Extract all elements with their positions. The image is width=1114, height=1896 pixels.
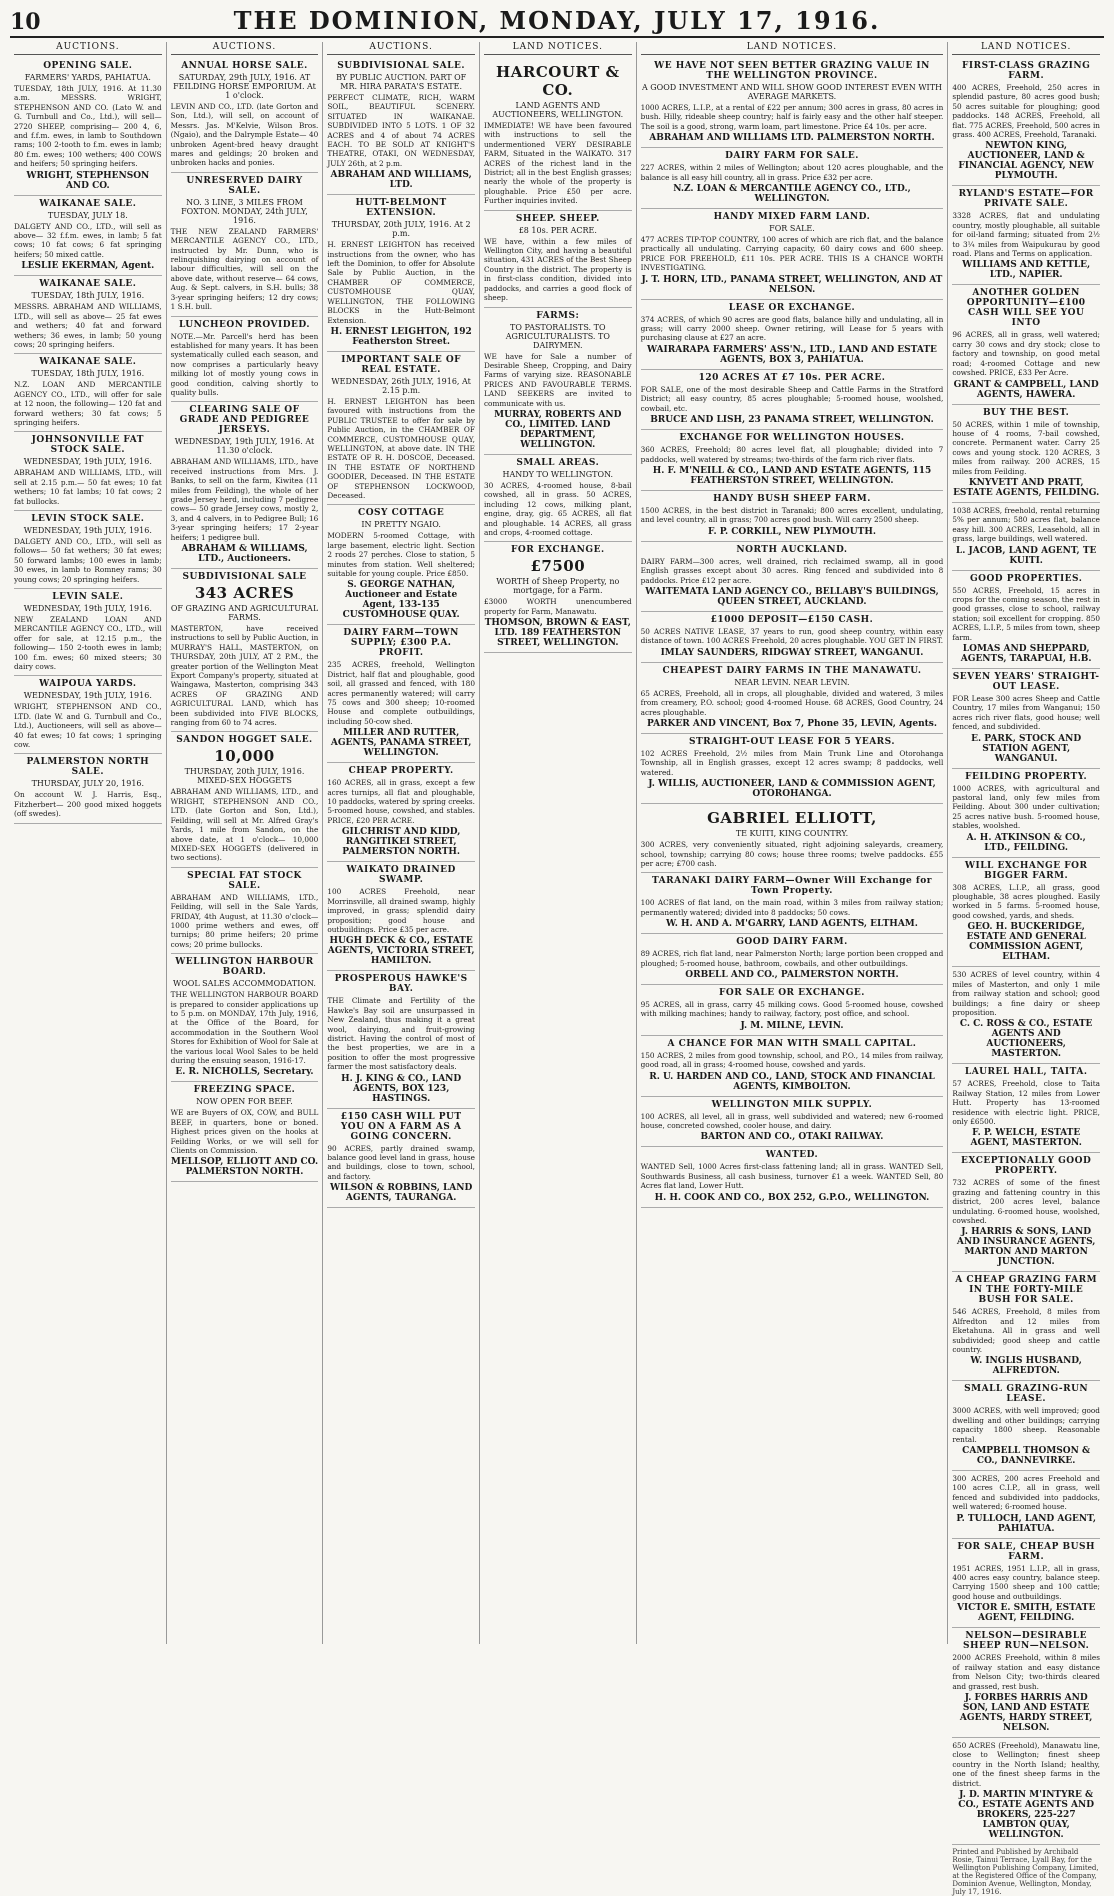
ad-subtitle: NO. 3 LINE, 3 MILES FROM FOXTON. MONDAY, 24th JULY, 1916.: [181, 197, 308, 225]
ad-headline: 10,000: [214, 747, 275, 766]
ad-subtitle: LAND AGENTS AND AUCTIONEERS, WELLINGTON.: [492, 101, 624, 119]
ad-title: GOOD PROPERTIES.: [969, 573, 1083, 584]
column-1: [10, 42, 166, 1644]
ad-body: 95 ACRES, all in grass, carry 45 milking cows. Good 5-roomed house, cowshed with milking machines; handy to railway, factory, post office, and school.: [640, 1000, 944, 1019]
ad-title: SANDON HOGGET SALE.: [176, 735, 313, 746]
advertisement: [952, 1738, 1100, 1845]
ad-title: CHEAPEST DAIRY FARMS IN THE MANAWATU.: [662, 665, 922, 676]
ad-body: 30 ACRES, 4-roomed house, 8-bail cowshed, all in grass. 50 ACRES, including 12 cows, milking plant, engine, dray, gig. 65 ACRES, all flat and ploughable. 14 ACRES, all grass and crops, 4-roomed cottage.: [483, 480, 632, 537]
ad-body: 3000 ACRES, with well improved; good dwelling and other buildings; carrying capacity 1800 sheep. Reasonable rental.: [952, 1406, 1100, 1444]
ad-title: WAIKANAE SALE.: [39, 198, 137, 209]
column-heading: AUCTIONS.: [327, 42, 475, 55]
ad-signature: CAMPBELL THOMSON & CO., DANNEVIRKE.: [962, 1446, 1091, 1467]
ad-title: FOR EXCHANGE.: [511, 545, 605, 556]
ad-title: SUBDIVISIONAL SALE.: [337, 61, 465, 71]
advertisement: [641, 934, 944, 985]
ad-body: 1000 ACRES, L.I.P., at a rental of £22 per annum; 300 acres in grass, 80 acres in bush. Hilly, rideable sheep country; half is fairly easy and the other half steeper. The soil is a good, strong, warm loam, part limestone. Price £4 10s. per acre.: [640, 103, 944, 131]
ad-signature: WILSON & ROBBINS, LAND AGENTS, TAURANGA.: [329, 1183, 473, 1204]
ad-title: LEVIN SALE.: [52, 592, 124, 602]
ad-signature: MILLER AND RUTTER, AGENTS, PANAMA STREET, WELLINGTON.: [330, 728, 472, 759]
advertisement: [171, 732, 319, 867]
ad-subtitle: NEAR LEVIN. NEAR LEVIN.: [734, 677, 850, 687]
ad-signature: F. P. WELCH, ESTATE AGENT, MASTERTON.: [970, 1128, 1082, 1149]
ad-title: LEASE OR EXCHANGE.: [728, 302, 856, 313]
ad-subtitle: £8 10s. PER ACRE.: [518, 225, 597, 235]
ad-title: CHEAP PROPERTY.: [348, 766, 454, 777]
ad-title: SPECIAL FAT STOCK SALE.: [187, 870, 302, 891]
ad-signature: R. U. HARDEN AND CO., LAND, STOCK AND FINANCIAL AGENTS, KIMBOLTON.: [649, 1071, 935, 1092]
ad-body: 1038 ACRES, freehold, rental returning 5% per annum; 580 acres flat, balance easy hill. 300 ACRES, Leasehold, all in grass, large buildings, well watered.: [952, 505, 1100, 544]
column-heading: AUCTIONS.: [14, 42, 162, 55]
ad-signature: WILLIAMS AND KETTLE, LTD., NAPIER.: [962, 260, 1091, 281]
ad-signature: KNYVETT AND PRATT, ESTATE AGENTS, FEILDING.: [953, 477, 1100, 498]
ad-signature: S. GEORGE NATHAN, Auctioneer and Estate Agent, 133-135 CUSTOMHOUSE QUAY.: [342, 580, 460, 621]
ad-body: 102 ACRES Freehold, 2½ miles from Main Trunk Line and Otorohanga Township, all in English grasses, except 12 acres swamp; 8 paddocks, well watered.: [640, 748, 944, 777]
advertisement: [952, 405, 1100, 503]
ad-title: LUNCHEON PROVIDED.: [178, 319, 310, 330]
ad-body: 65 ACRES, Freehold, all in crops, all ploughable, divided and watered, 3 miles from creamery, P.O. school; good 4-roomed House. 68 ACRES, Good Country, 24 acres ploughable.: [640, 688, 944, 717]
ad-body: 374 ACRES, of which 90 acres are good flats, balance hilly and undulating, all in grass; will carry 2000 sheep. Owner retiring, will Lease for 5 years with purchasing clause at £27 an acre.: [640, 314, 944, 343]
ad-title: FOR SALE, CHEAP BUSH FARM.: [957, 1541, 1095, 1562]
ad-body: IMMEDIATE! WE have been favoured with instructions to sell the undermentioned VERY DESIRABLE FARM, Situated in the WAIKATO. 317 ACRES of the richest land in the District; all in the best English grasses; nearly the whole of the property is ploughable. Price £50 per acre. Further inquiries invited.: [483, 121, 632, 206]
ad-body: 300 ACRES, very conveniently situated, right adjoining saleyards, creamery, school, township; carrying 80 cows; house three rooms; twelve paddocks. £55 per acre; £700 cash.: [640, 840, 944, 868]
ad-body: DAIRY FARM—300 acres, well drained, rich reclaimed swamp, all in good English grasses except about 30 acres. Ring fenced and subdivided into 8 paddocks. Price £12 per acre.: [640, 556, 944, 585]
ad-subtitle: TUESDAY, JULY 18.: [47, 210, 128, 220]
ad-title: GOOD DAIRY FARM.: [736, 937, 848, 948]
advertisement: [952, 1539, 1100, 1629]
ad-headline: GABRIEL ELLIOTT,: [707, 809, 877, 828]
ad-body: 50 ACRES NATIVE LEASE, 37 years to run, good sheep country, within easy distance of town. 100 ACRES Freehold, 20 acres ploughable. YOU GET IN FIRST.: [640, 626, 944, 646]
ad-signature: NEWTON KING, AUCTIONEER, LAND & FINANCIAL AGENCY, NEW PLYMOUTH.: [958, 141, 1094, 182]
ad-title: PALMERSTON NORTH SALE.: [26, 757, 150, 778]
ad-signature: F. P. CORKILL, NEW PLYMOUTH.: [707, 526, 876, 537]
ad-body: 308 ACRES, L.I.P., all grass, good ploughable, 38 acres ploughed. Easily worked in 5 farms. 5-roomed house, good cowshed, yards, and sheds.: [952, 882, 1100, 920]
advertisement: [171, 868, 319, 954]
ad-body: 300 ACRES, 200 acres Freehold and 100 acres C.I.P., all in grass, well fenced and subdivided into paddocks, well watered; 6-roomed house.: [952, 1474, 1100, 1512]
ad-body: 227 ACRES, within 2 miles of Wellington; about 120 acres ploughable, and the balance is all easy hill country, all in grass. Price £32 per acre.: [640, 163, 944, 182]
ad-body: WE have for Sale a number of Desirable Sheep, Cropping, and Dairy Farms of varying size. REASONABLE PRICES AND FAVOURABLE TERMS. LAND SEEKERS are invited to communicate with us.: [483, 351, 632, 408]
ad-subtitle: BY PUBLIC AUCTION. PART OF MR. HIRA PARATA'S ESTATE.: [336, 73, 467, 91]
ad-title: UNRESERVED DAIRY SALE.: [186, 175, 303, 196]
newspaper-title: THE DOMINION, MONDAY, JULY 17, 1916.: [233, 6, 881, 35]
column-heading: AUCTIONS.: [171, 42, 319, 55]
masthead: [10, 6, 1104, 38]
ad-signature: ABRAHAM & WILLIAMS, LTD., Auctioneers.: [181, 544, 308, 564]
ad-signature: H. J. KING & CO., LAND AGENTS, BOX 123, HASTINGS.: [341, 1073, 462, 1104]
columns-container: [10, 42, 1104, 1896]
advertisement: [641, 58, 944, 148]
ad-title: EXCEPTIONALLY GOOD PROPERTY.: [961, 1156, 1092, 1177]
ad-signature: E. PARK, STOCK AND STATION AGENT, WANGANUI.: [971, 733, 1082, 764]
ad-subtitle: WEDNESDAY, 19th JULY, 1916.: [23, 457, 152, 467]
ad-signature: VICTOR E. SMITH, ESTATE AGENT, FEILDING.: [956, 1603, 1096, 1624]
ad-title: FREEZING SPACE.: [193, 1085, 296, 1096]
ad-body: THE Climate and Fertility of the Hawke's Bay soil are unsurpassed in New Zealand, thus making it a great wool, dairying, and fruit-growing district. Having the control of most of the best properties, we are in a position to offer the most progressive farmer the most satisfactory deals.: [327, 996, 475, 1072]
advertisement: [641, 873, 944, 934]
ad-body: 1000 ACRES, with agricultural and pastoral land, only few miles from Feilding. About 300 under cultivation; 25 acres native bush. 5-roomed house, stables, woolshed.: [952, 783, 1100, 831]
ad-subtitle: WEDNESDAY, 26th JULY, 1916, At 2.15 p.m.: [331, 376, 471, 395]
ad-subtitle: THURSDAY, 20th JULY, 1916. At 2 p.m.: [331, 220, 471, 239]
ad-title: ANNUAL HORSE SALE.: [181, 61, 308, 71]
advertisement: [327, 505, 475, 625]
ad-signature: THOMSON, BROWN & EAST, LTD. 189 FEATHERSTON STREET, WELLINGTON.: [484, 618, 631, 649]
advertisement: [952, 1272, 1100, 1381]
ad-title: FARMS:: [536, 310, 580, 321]
advertisement: [641, 804, 944, 873]
ad-title: FEILDING PROPERTY.: [965, 771, 1088, 782]
advertisement: [952, 1628, 1100, 1738]
ad-title: ANOTHER GOLDEN OPPORTUNITY—£100 CASH WILL SEE YOU INTO: [966, 288, 1086, 329]
advertisement: [171, 173, 319, 317]
advertisement: [952, 285, 1100, 404]
ad-title: WILL EXCHANGE FOR BIGGER FARM.: [964, 860, 1088, 881]
advertisement: [327, 971, 475, 1108]
ad-body: WRIGHT, STEPHENSON AND CO., LTD. (late W. and G. Turnbull and Co., Ltd.), Auctioneers, will sell as above— 40 fat ewes; 10 fat cows; 1 springing cow.: [14, 702, 162, 750]
ad-body: WE are Buyers of OX, COW, and BULL BEEF, in quarters, bone or boned. Highest prices given on the hooks at Feilding Works, or we will sell for Clients on Commission.: [170, 1108, 319, 1156]
ad-subtitle: SATURDAY, 29th JULY, 1916. AT FEILDING HORSE EMPORIUM. At 1 o'clock.: [173, 73, 316, 100]
ad-body: N.Z. LOAN AND MERCANTILE AGENCY CO., LTD., will offer for sale at 12 noon, the following— 120 fat and forward wethers; 30 fat cows; 5 springing heifers.: [14, 380, 162, 427]
advertisement: [14, 754, 162, 823]
ad-title: £1000 DEPOSIT—£150 CASH.: [710, 614, 874, 625]
ad-title: WAIKANAE SALE.: [39, 279, 137, 290]
ad-signature: H. F. M'NEILL & CO., LAND AND ESTATE AGENTS, 115 FEATHERSTON STREET, WELLINGTON.: [652, 465, 932, 486]
ad-title: FIRST-CLASS GRAZING FARM.: [962, 61, 1091, 81]
ad-subtitle: TE KUITI, KING COUNTRY.: [735, 829, 849, 839]
ad-title: FOR SALE OR EXCHANGE.: [719, 988, 865, 999]
advertisement: [171, 954, 319, 1082]
advertisement: [641, 542, 944, 612]
advertisement: [14, 676, 162, 754]
ad-body: FOR SALE, one of the most desirable Sheep and Cattle Farms in the Stratford District; all easy country, 85 acres ploughable; 5-roomed house, woolshed, cowbail, etc.: [640, 384, 944, 413]
ad-signature: J. T. HORN, LTD., PANAMA STREET, WELLINGTON, AND AT NELSON.: [641, 274, 943, 295]
ad-signature: WAIRARAPA FARMERS' ASS'N., LTD., LAND AND ESTATE AGENTS, BOX 3, PAHIATUA.: [647, 344, 937, 365]
advertisement: [484, 455, 632, 542]
ad-body: 360 ACRES, Freehold; 80 acres level flat, all ploughable; divided into 7 paddocks, well watered by streams; two-thirds of the farm rich river flats.: [640, 445, 944, 464]
column-5: [636, 42, 948, 1644]
ad-body: H. ERNEST LEIGHTON has been favoured with instructions from the PUBLIC TRUSTEE to offer for sale by Public Auction, in the CHAMBER OF COMMERCE, CUSTOMHOUSE QUAY, WELLINGTON, at above date. IN THE ESTATE OF R. H. DOSCOE, Deceased. IN THE ESTATE OF NORTHEND GOODIER, Deceased. IN THE ESTATE OF STEPHENSON LOCKWOOD, Deceased.: [327, 396, 475, 500]
ad-signature: WAITEMATA LAND AGENCY CO., BELLABY'S BUILDINGS, QUEEN STREET, AUCKLAND.: [645, 586, 939, 607]
ad-title: SMALL AREAS.: [516, 457, 600, 468]
ad-signature: WRIGHT, STEPHENSON AND CO.: [26, 170, 150, 191]
advertisement: [952, 58, 1100, 186]
ad-body: LEVIN AND CO., LTD. (late Gorton and Son, Ltd.), will sell, on account of Messrs. Jas. M'Kelvie, Wilson Bros. (Ngaio), and the Dalrymple Estate— 40 unbroken Agent-bred heavy draught mares and geldings; 20 broken and unbroken hacks and ponies.: [170, 102, 319, 168]
column-3: [322, 42, 479, 1644]
ad-signature: ORBELL AND CO., PALMERSTON NORTH.: [685, 970, 899, 981]
ad-signature: MELLSOP, ELLIOTT AND CO. PALMERSTON NORTH.: [170, 1157, 319, 1178]
ad-title: PROSPEROUS HAWKE'S BAY.: [334, 974, 468, 995]
ad-title: LEVIN STOCK SALE.: [31, 513, 145, 524]
ad-title: 120 ACRES AT £7 10s. PER ACRE.: [698, 372, 886, 383]
advertisement: [952, 1471, 1100, 1539]
advertisement: [171, 317, 319, 403]
ad-subtitle: WEDNESDAY, 19th JULY, 1916.: [23, 525, 152, 535]
ad-body: ABRAHAM AND WILLIAMS, LTD., will sell at 2.15 p.m.— 50 fat ewes; 10 fat wethers; 10 fat lambs; 10 fat cows; 2 fat bullocks.: [14, 468, 162, 506]
column-2: [166, 42, 323, 1644]
ad-body: FOR Lease 300 acres Sheep and Cattle Country, 17 miles from Wanganui; 150 acres rich river flats, good house; well fenced, and subdivided.: [952, 694, 1100, 732]
ad-signature: GILCHRIST AND KIDD, RANGITIKEI STREET, PALMERSTON NORTH.: [341, 827, 461, 858]
advertisement: [327, 763, 475, 862]
advertisement: [641, 148, 944, 209]
ad-subtitle: IN PRETTY NGAIO.: [361, 520, 441, 530]
advertisement: [327, 58, 475, 195]
ad-subtitle: HANDY TO WELLINGTON.: [502, 469, 614, 479]
ad-title: JOHNSONVILLE FAT STOCK SALE.: [31, 435, 144, 456]
ad-body: NEW ZEALAND LOAN AND MERCANTILE AGENCY CO., LTD., will offer for sale, at 12.15 p.m., the following— 150 2-tooth ewes in lamb; 100 f.m. ewes; 60 mixed steers; 30 dairy cows.: [14, 615, 162, 672]
ad-title: WELLINGTON HARBOUR BOARD.: [175, 957, 314, 978]
ad-body: MESSRS. ABRAHAM AND WILLIAMS, LTD., will sell as above— 25 fat ewes and wethers; 40 fat and forward wethers; 36 ewes, in lamb; 50 young cows; 20 springing heifers.: [14, 302, 162, 349]
ad-body: 477 ACRES TIP-TOP COUNTRY, 100 acres of which are rich flat, and the balance practically all undulating. Carrying capacity, 60 dairy cows and 600 sheep. PRICE FOR FREEHOLD, £11 10s. PER ACRE. THIS IS A CHANCE WORTH INVESTIGATING.: [640, 235, 944, 273]
ad-title: EXCHANGE FOR WELLINGTON HOUSES.: [679, 433, 905, 444]
ad-subtitle: TUESDAY, 18th JULY, 1916.: [31, 291, 145, 301]
ad-body: 150 ACRES, 2 miles from good township, school, and P.O., 14 miles from railway, good road, all in grass; 4-roomed house, cowshed and yards.: [640, 1050, 944, 1070]
ad-signature: W. H. AND A. M'GARRY, LAND AGENTS, ELTHAM.: [666, 919, 918, 930]
advertisement: [171, 1082, 319, 1182]
advertisement: [641, 370, 944, 430]
ad-signature: W. INGLIS HUSBAND, ALFREDTON.: [970, 1356, 1082, 1377]
ad-signature: J. M. MILNE, LEVIN.: [740, 1020, 844, 1031]
ad-body: WE have, within a few miles of Wellington City, and having a beautiful situation, 431 ACRES of the Best Sheep Country in the district. The property is in first-class condition, divided into paddocks, and carries a good flock of sheep.: [483, 236, 632, 303]
ad-title: OPENING SALE.: [43, 61, 133, 71]
ad-signature: J. HARRIS & SONS, LAND AND INSURANCE AGENTS, MARTON AND MARTON JUNCTION.: [956, 1227, 1096, 1268]
ad-subtitle: TO PASTORALISTS. TO AGRICULTURALISTS. TO DAIRYMEN.: [505, 322, 610, 350]
column-4: [479, 42, 636, 1644]
advertisement: [327, 352, 475, 505]
advertisement: [641, 734, 944, 804]
advertisement: [641, 1097, 944, 1148]
ad-subtitle: FARMERS' YARDS, PAHIATUA.: [24, 73, 151, 82]
ad-body: 650 ACRES (Freehold), Manawatu line, close to Wellington; finest sheep country in the North Island; healthy, one of the finest sheep farms in the district.: [952, 1740, 1100, 1788]
ad-title: DAIRY FARM FOR SALE.: [725, 151, 859, 162]
ad-body: 1951 ACRES, 1951 L.I.P., all in grass, 400 acres easy country, balance steep. Carrying 1500 sheep and 100 cattle; good house and outbuildings.: [952, 1563, 1100, 1601]
ad-body: ABRAHAM AND WILLIAMS, LTD., Feilding, will sell in the Sale Yards, FRIDAY, 4th August, at 11.30 o'clock— 1000 prime wethers and ewes, off turnips; 80 prime heifers; 20 prime cows; 20 prime bullocks.: [170, 892, 319, 949]
advertisement: [641, 491, 944, 542]
ad-body: 96 ACRES, all in grass, well watered; carry 30 cows and dry stock; close to factory and township, on good metal road; 4-roomed Cottage and new cowshed. PRICE, £33 Per Acre.: [952, 330, 1100, 378]
ad-signature: ABRAHAM AND WILLIAMS, LTD.: [330, 170, 472, 191]
ad-body: 400 ACRES, Freehold, 250 acres in splendid pasture, 80 acres good bush; 50 acres suitable for ploughing; good paddocks. 148 ACRES, Freehold, all flat. 775 ACRES, Freehold, 500 acres in grass. 400 ACRES, Freehold, Taranaki.: [952, 83, 1100, 140]
ad-subtitle: WEDNESDAY, 19th JULY, 1916. At 11.30 o'clock.: [174, 437, 315, 456]
ad-signature: HUGH DECK & CO., ESTATE AGENTS, VICTORIA STREET, HAMILTON.: [327, 936, 475, 967]
ad-body: 1500 ACRES, in the best district in Taranaki; 800 acres excellent, undulating, and level country, all in grass; 700 acres good bush. Will carry 2500 sheep.: [640, 505, 944, 525]
ad-body: WANTED Sell, 1000 Acres first-class fattening land; all in grass. WANTED Sell, Southwards Business, all cash business, turnover £1 a week. WANTED Sell, 80 Acres flat land, Lower Hutt.: [640, 1162, 944, 1191]
advertisement: [952, 1153, 1100, 1272]
advertisement: [641, 612, 944, 663]
advertisement: [14, 354, 162, 432]
ad-body: THE NEW ZEALAND FARMERS' MERCANTILE AGENCY CO., LTD., instructed by Mr. Dunn, who is relinquishing dairying on account of labour difficulties, will sell on the above date, without reserve— 64 cows, Aug. & Sept. calvers, in S.H. bulls; 38 3-year springing heifers; 12 dry cows; 1 S.H. bull.: [170, 226, 319, 312]
ad-body: TUESDAY, 18th JULY, 1916. At 11.30 a.m. MESSRS. WRIGHT, STEPHENSON AND CO. (Lato W. and G. Turnbull and Co., Ltd.), will sell— 2720 SHEEP, comprising— 200 4, 6, and f.f.m. ewes, in lamb to Southdown rams; 100 2-tooth to f.m. ewes in lamb; 80 f.m. ewes; 100 wethers; 400 COWS and heifers; 50 springing heifers.: [14, 84, 162, 169]
ad-title: CLEARING SALE OF GRADE AND PEDIGREE JERSEYS.: [179, 405, 310, 436]
ad-body: THE WELLINGTON HARBOUR BOARD is prepared to consider applications up to 5 p.m. on MONDAY, 17th July, 1916, at the Office of the Board, for accommodation in the Southern Wool Stores for Exhibition of Wool for Sale at the various local Wool Sales to be held during the ensuing season, 1916-17.: [170, 990, 319, 1065]
ad-subtitle: FOR SALE.: [769, 224, 815, 234]
advertisement: [14, 58, 162, 196]
ad-body: 235 ACRES, freehold, Wellington District, half flat and ploughable, good soil, all grassed and fenced, with 180 acres permanently watered; will carry 75 cows and 300 sheep; 10-roomed House and complete outbuildings, including 50-cow shed.: [327, 660, 475, 726]
ad-body: MASTERTON, have received instructions to sell by Public Auction, in MURRAY'S HALL, MASTERTON, on THURSDAY, 20th JULY, AT 2 P.M., the greater portion of the Wellington Meat Export Company's property, situated at Waingawa, Masterton, comprising 343 ACRES OF GRAZING AND AGRICULTURAL LAND, which has been subdivided into FIVE BLOCKS, ranging from 60 to 74 acres.: [170, 624, 319, 728]
ad-title: WELLINGTON MILK SUPPLY.: [711, 1099, 873, 1110]
ad-title: TARANAKI DAIRY FARM—Owner Will Exchange for Town Property.: [651, 876, 932, 897]
ad-signature: IMLAY SAUNDERS, RIDGWAY STREET, WANGANUI.: [660, 647, 924, 658]
ad-signature: BARTON AND CO., OTAKI RAILWAY.: [700, 1132, 884, 1143]
advertisement: [641, 1036, 944, 1097]
ad-body: 57 ACRES, Freehold, close to Taita Railway Station, 12 miles from Lower Hutt. Property has 13-roomed residence with electric light. PRICE, only £6500.: [952, 1079, 1100, 1126]
ad-headline: HARCOURT & CO.: [496, 63, 620, 99]
ad-subtitle: WORTH of Sheep Property, no mortgage, for a Farm.: [496, 577, 620, 596]
ad-body: 550 ACRES, Freehold, 15 acres in crops for the coming season, the rest in good grasses, close to school, railway station; soil excellent for cropping. 850 ACRES, L.I.P., 5 miles from town, sheep farm.: [952, 585, 1100, 642]
advertisement: [952, 1064, 1100, 1153]
ad-signature: GRANT & CAMPBELL, LAND AGENTS, HAWERA.: [953, 379, 1099, 400]
advertisement: [327, 625, 475, 763]
ad-title: £150 CASH WILL PUT YOU ON A FARM AS A GOING CONCERN.: [340, 1111, 462, 1142]
advertisement: [484, 542, 632, 653]
ad-body: NOTE.—Mr. Parcell's herd has been established for many years. It has been systematically culled each season, and now comprises a particularly heavy milking lot of mostly young cows in good condition, calving shortly to quality bulls.: [170, 331, 319, 397]
ad-body: H. ERNEST LEIGHTON has received instructions from the owner, who has left the Dominion, to offer for Absolute Sale by Public Auction, in the CHAMBER OF COMMERCE, CUSTOMHOUSE QUAY, WELLINGTON, THE FOLLOWING BLOCKS in the Hutt-Belmont Extension.: [327, 240, 475, 325]
ad-signature: LESLIE EKERMAN, Agent.: [21, 261, 155, 272]
ad-subtitle: TUESDAY, 18th JULY, 1916.: [31, 369, 145, 379]
ad-body: On account W. J. Harris, Esq., Fitzherbert— 200 good mixed hoggets (off swedes).: [14, 790, 162, 819]
advertisement: [952, 1381, 1100, 1471]
column-heading: LAND NOTICES.: [484, 42, 632, 55]
ad-headline: 343 ACRES: [194, 584, 295, 602]
ad-subtitle: A GOOD INVESTMENT AND WILL SHOW GOOD INTEREST EVEN WITH AVERAGE MARKETS.: [641, 83, 943, 101]
ad-signature: ABRAHAM AND WILLIAMS LTD. PALMERSTON NORTH.: [649, 133, 935, 144]
ad-body: DALGETY AND CO., LTD., will sell as above— 32 f.f.m. ewes, in lamb; 5 fat cows; 10 fat cows; 6 fat springing heifers; 50 mixed cattle.: [14, 221, 162, 259]
ad-title: RYLAND'S ESTATE—FOR PRIVATE SALE.: [958, 189, 1094, 210]
ad-body: 50 ACRES, within 1 mile of township, house of 4 rooms, 7-bail cowshed, concrete. Permanent water. Carry 25 cows and young stock. 120 ACRES, 3 miles from railway. 200 ACRES, 15 miles from Feilding.: [952, 419, 1100, 476]
advertisement: [484, 58, 632, 211]
ad-title: DAIRY FARM—TOWN SUPPLY; £300 P.A. PROFIT.: [343, 628, 459, 659]
ad-title: WAIKATO DRAINED SWAMP.: [346, 865, 456, 886]
column-heading: LAND NOTICES.: [641, 42, 944, 55]
ad-body: ABRAHAM AND WILLIAMS, LTD., and WRIGHT, STEPHENSON AND CO., LTD. (late Gorton and Son, Ltd.), Feilding, will sell at Mr. Alfred Gray's Yards, 1 mile from Sandon, on the above date, at 1 o'clock— 10,000 MIXED-SEX HOGGETS (delivered in two sections).: [170, 787, 319, 863]
ad-body: 2000 ACRES Freehold, within 8 miles of railway station and easy distance from Nelson City; two-thirds cleared and grassed, rest bush.: [952, 1653, 1100, 1691]
ad-title: LAUREL HALL, TAITA.: [964, 1067, 1088, 1078]
ad-subtitle: THURSDAY, 20th JULY, 1916. MIXED-SEX HOGGETS: [184, 767, 305, 786]
advertisement: [641, 430, 944, 491]
ad-signature: PARKER AND VINCENT, Box 7, Phone 35, LEVIN, Agents.: [646, 718, 937, 729]
ad-signature: J. D. MARTIN M'INTYRE & CO., ESTATE AGENTS AND BROKERS, 225-227 LAMBTON QUAY, WELLINGTON.: [958, 1789, 1095, 1840]
ad-signature: GEO. H. BUCKERIDGE, ESTATE AND GENERAL COMMISSION AGENT, ELTHAM.: [966, 922, 1086, 963]
advertisement: [952, 967, 1100, 1064]
ad-body: PERFECT CLIMATE, RICH, WARM SOIL, BEAUTIFUL SCENERY. SITUATED IN WAIKANAE. SUBDIVIDED INTO 5 LOTS. 1 OF 32 ACRES and 4 of about 74 ACRES EACH. TO BE SOLD AT KNIGHT'S THEATRE, OTAKI, ON WEDNESDAY, JULY 26th, at 2 p.m.: [327, 93, 475, 168]
ad-signature: BRUCE AND LISH, 23 PANAMA STREET, WELLINGTON.: [650, 415, 934, 426]
ad-signature: L. JACOB, LAND AGENT, TE KUITI.: [955, 545, 1097, 566]
ad-title: WAIKANAE SALE.: [39, 357, 137, 368]
ad-subtitle: WOOL SALES ACCOMMODATION.: [172, 979, 316, 989]
ad-signature: J. WILLIS, AUCTIONEER, LAND & COMMISSION AGENT, OTOROHANGA.: [648, 779, 936, 800]
advertisement: [641, 663, 944, 734]
advertisement: [952, 858, 1100, 968]
ad-title: SHEEP. SHEEP.: [515, 213, 600, 224]
ad-body: 546 ACRES, Freehold, 8 miles from Alfredton and 12 miles from Eketahuna. All in grass and well subdivided; good sheep and cattle country.: [952, 1307, 1100, 1354]
advertisement: [952, 669, 1100, 769]
ad-signature: C. C. ROSS & CO., ESTATE AGENTS AND AUCTIONEERS, MASTERTON.: [959, 1019, 1093, 1060]
ad-title: SEVEN YEARS' STRAIGHT-OUT LEASE.: [952, 672, 1100, 692]
advertisement: [14, 276, 162, 354]
advertisement: [641, 985, 944, 1036]
ad-body: 3328 ACRES, flat and undulating country, mostly ploughable, all suitable for oil-land farming; situated from 2½ to 3¼ miles from Waipukurau by good road. Plans and Terms on application.: [952, 211, 1100, 259]
ad-body: DALGETY AND CO., LTD., will sell as follows— 50 fat wethers; 30 fat ewes; 50 forward lambs; 100 ewes in lamb; 30 ewes, in lamb to Romney rams; 30 young cows; 20 springing heifers.: [14, 536, 162, 584]
ad-title: WAIPOUA YARDS.: [39, 679, 137, 690]
advertisement: [171, 402, 319, 569]
ad-signature: H. H. COOK AND CO., BOX 252, G.P.O., WELLINGTON.: [654, 1192, 930, 1203]
ad-subtitle: THURSDAY, JULY 20, 1916.: [31, 779, 145, 789]
advertisement: [641, 209, 944, 300]
ad-signature: P. TULLOCH, LAND AGENT, PAHIATUA.: [956, 1513, 1096, 1534]
ad-signature: H. ERNEST LEIGHTON, 192 Featherston Street.: [330, 326, 472, 347]
advertisement: [14, 589, 162, 676]
ad-title: HANDY BUSH SHEEP FARM.: [713, 493, 871, 504]
ad-title: A CHANCE FOR MAN WITH SMALL CAPITAL.: [667, 1038, 917, 1049]
page-number: 10: [10, 9, 41, 35]
ad-body: 100 ACRES Freehold, near Morrinsville, all drained swamp, highly improved, in grass; splendid dairy proposition; good house and outbuildings. Price £35 per acre.: [327, 887, 475, 934]
ad-subtitle: WEDNESDAY, 19th JULY, 1916.: [23, 604, 152, 613]
ad-body: 100 ACRES of flat land, on the main road, within 3 miles from railway station; permanently watered; divided into 8 paddocks; 50 cows.: [640, 898, 944, 917]
ad-body: 160 ACRES, all in grass, except a few acres turnips, all flat and ploughable, 10 paddocks, watered by spring creeks. 5-roomed house, cowshed, and stables. PRICE, £20 PER ACRE.: [327, 778, 475, 825]
ad-headline: £7500: [530, 557, 586, 576]
imprint-footer: Printed and Published by Archibald Rosie, Tainui Terrace, Lyall Bay, for the Wellington Publishing Company, Limited, at the Registered Office of the Company, Dominion Avenue, Wellington, Monday, July 17, 1916.: [952, 1847, 1099, 1896]
ad-subtitle: NOW OPEN FOR BEEF.: [196, 1097, 293, 1107]
advertisement: [14, 196, 162, 277]
ad-body: ABRAHAM AND WILLIAMS, LTD., have received instructions from Mrs. J. Banks, to sell on the farm, Kiwitea (11 miles from Feilding), the whole of her grade Jersey herd, including 7 pedigree cows— 50 grade Jersey cows, mostly 2, 3, and 4 calvers, in to Pedigree Bull; 16 3-year springing heifers; 17 2-year heifers; 1 pedigree bull.: [170, 457, 319, 542]
ad-signature: N.Z. LOAN & MERCANTILE AGENCY CO., LTD., WELLINGTON.: [673, 184, 911, 205]
ad-body: 89 ACRES, rich flat land, near Palmerston North; large portion been cropped and ploughed; 5-roomed house, bathroom, cowbails, and other outbuildings.: [640, 949, 944, 968]
ad-body: £3000 WORTH unencumbered property for Farm, Manawatu.: [483, 597, 632, 616]
advertisement: [327, 1109, 475, 1209]
ad-subtitle: OF GRAZING AND AGRICULTURAL FARMS.: [170, 604, 319, 622]
column-heading: LAND NOTICES.: [952, 42, 1100, 55]
ad-title: NORTH AUCKLAND.: [736, 544, 848, 555]
ad-subtitle: WEDNESDAY, 19th JULY, 1916.: [23, 691, 152, 701]
advertisement: [484, 308, 632, 455]
ad-title: A CHEAP GRAZING FARM IN THE FORTY-MILE BUSH FOR SALE.: [955, 1275, 1098, 1306]
ad-signature: E. R. NICHOLLS, Secretary.: [175, 1067, 314, 1078]
ad-signature: J. FORBES HARRIS AND SON, LAND AND ESTATE AGENTS, HARDY STREET, NELSON.: [959, 1692, 1093, 1733]
ad-body: 90 ACRES, partly drained swamp, balance good level land in grass, house and buildings, close to town, school, and factory.: [327, 1143, 475, 1181]
ad-title: HANDY MIXED FARM LAND.: [713, 212, 871, 223]
advertisement: [484, 211, 632, 308]
advertisement: [952, 769, 1100, 858]
ad-title: BUY THE BEST.: [982, 407, 1070, 418]
ad-signature: LOMAS AND SHEPPARD, AGENTS, TARAPUAI, H.B.: [960, 644, 1092, 664]
advertisement: [171, 569, 319, 732]
ad-body: 732 ACRES of some of the finest grazing and fattening country in this district, 200 acres level, balance undulating. 6-roomed house, woolshed, cowshed.: [952, 1178, 1100, 1225]
advertisement: [171, 58, 319, 173]
ad-title: IMPORTANT SALE OF REAL ESTATE.: [341, 354, 462, 375]
advertisement: [641, 300, 944, 370]
ad-body: 530 ACRES of level country, within 4 miles of Masterton, and only 1 mile from railway station and school; good buildings; a fine dairy or sheep proposition.: [952, 970, 1100, 1017]
ad-body: MODERN 5-roomed Cottage, with large basement, electric light. Section 2 roods 27 perches. Close to station, 5 minutes from station. Well sheltered; suitable for young couple. Price £850.: [327, 531, 475, 578]
ad-title: COSY COTTAGE: [358, 508, 445, 519]
ad-title: STRAIGHT-OUT LEASE FOR 5 YEARS.: [688, 736, 895, 747]
advertisement: [14, 511, 162, 589]
advertisement: [327, 195, 475, 352]
ad-title: WANTED.: [765, 1150, 819, 1161]
ad-title: SMALL GRAZING-RUN LEASE.: [964, 1384, 1089, 1405]
column-6: [947, 42, 1104, 1896]
ad-title: HUTT-BELMONT EXTENSION.: [355, 198, 447, 219]
ad-signature: MURRAY, ROBERTS AND CO., LIMITED. LAND DEPARTMENT, WELLINGTON.: [494, 409, 622, 450]
ad-signature: A. H. ATKINSON & CO., LTD., FEILDING.: [966, 832, 1086, 853]
advertisement: [952, 186, 1100, 285]
advertisement: [14, 432, 162, 511]
ad-title: SUBDIVISIONAL SALE: [182, 572, 307, 582]
ad-body: 100 ACRES, all level, all in grass, well subdivided and watered; new 6-roomed house, concreted cowshed, cooler house, and dairy.: [640, 1111, 944, 1131]
advertisement: [641, 1147, 944, 1207]
advertisement: [952, 571, 1100, 669]
ad-title: NELSON—DESIRABLE SHEEP RUN—NELSON.: [963, 1631, 1090, 1652]
ad-title: WE HAVE NOT SEEN BETTER GRAZING VALUE IN THE WELLINGTON PROVINCE.: [654, 61, 930, 81]
advertisement: [952, 503, 1100, 571]
advertisement: [327, 862, 475, 971]
